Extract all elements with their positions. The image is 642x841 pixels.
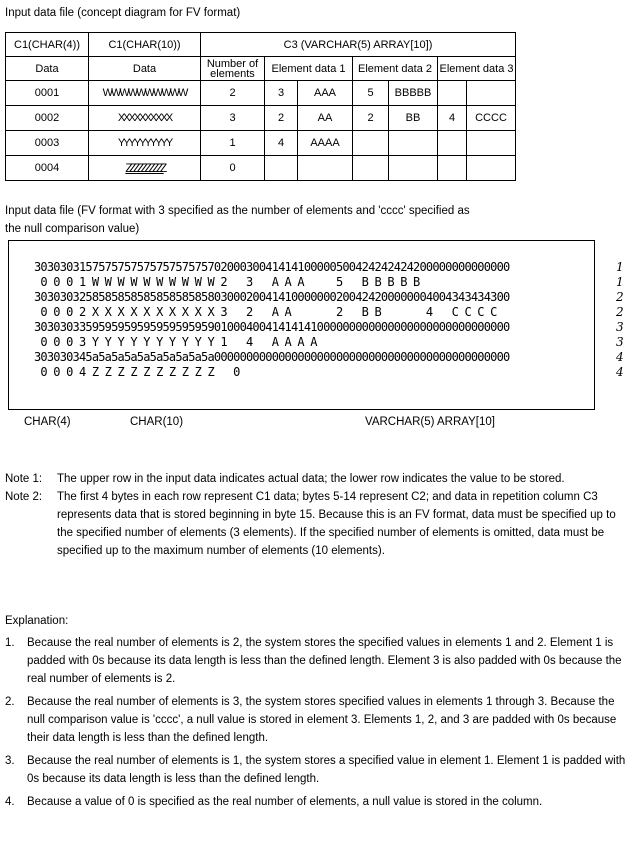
cell-c1: 0001: [6, 81, 89, 106]
cell-e1-length: [265, 156, 298, 181]
concept-table: [5, 32, 516, 181]
cell-num-elements: 0: [201, 156, 265, 181]
explanation-section: [5, 612, 637, 816]
cell-e3-length: [438, 156, 467, 181]
explanation-item: [5, 634, 637, 688]
explanation-item-number: 4.: [5, 796, 15, 808]
cell-e3-value: [467, 156, 516, 181]
note-2-text: The first 4 bytes in each row represent C1 data; bytes 5-14 represent C2; and data in repetition column C3 represents data that is stored beginning in byte 15. Because this is an FV format, data must be specified up to the specified number of elements (3 elements). If the specified number of elements is omitted, data must be specified up to the maximum number of elements (10 elements).: [57, 491, 616, 557]
cell-c2: ZZZZZZZZZZ: [125, 161, 164, 175]
dump-line-number: 3: [616, 335, 624, 349]
dump-line-hex: 30303032585858585858585858580300020041410000000200424200000004004343434300: [34, 290, 510, 304]
cell-e2-value: BB: [389, 106, 438, 131]
label-char10: CHAR(10): [130, 416, 184, 428]
subheader-element-data-2: Element data 2: [353, 57, 438, 81]
table-header-row-2: [6, 57, 516, 81]
explanation-item: [5, 752, 637, 788]
table-row: [6, 131, 516, 156]
col-header-c3: C3 (VARCHAR(5) ARRAY[10]): [201, 33, 516, 57]
cell-e3-length: 4: [438, 106, 467, 131]
col-header-c1: C1(CHAR(4)): [6, 33, 89, 57]
explanation-item-text: Because the real number of elements is 1, the system stores a specified value in element 1. Element 1 is padded with 0s because its data length is less than the defined length.: [27, 755, 626, 785]
cell-e1-value: AAAA: [298, 131, 353, 156]
subheader-number-line2: elements: [210, 67, 255, 80]
explanation-item-number: 3.: [5, 755, 15, 767]
dump-line-number: 1: [616, 260, 624, 274]
table-header-row-1: [6, 33, 516, 57]
cell-c1: 0003: [6, 131, 89, 156]
dump-caption: [5, 202, 637, 238]
dump-line-number: 2: [616, 305, 624, 319]
cell-e2-length: 5: [353, 81, 389, 106]
subheader-data-1: Data: [6, 57, 89, 81]
note-1: [5, 470, 637, 488]
note-2: [5, 488, 637, 560]
label-varchar-array: VARCHAR(5) ARRAY[10]: [365, 416, 495, 428]
dump-line-number: 4: [616, 350, 624, 364]
cell-e3-value: [467, 131, 516, 156]
dump-line-hex: 30303033595959595959595959590100040041414141000000000000000000000000000000: [34, 320, 510, 334]
col-header-c2: C1(CHAR(10)): [89, 33, 201, 57]
cell-e1-length: 2: [265, 106, 298, 131]
cell-c2: WWWWWWWWWW: [102, 87, 187, 99]
cell-e2-length: [353, 131, 389, 156]
table-row: [6, 81, 516, 106]
explanation-item-number: 1.: [5, 637, 15, 649]
notes-section: [5, 470, 637, 560]
explanation-title: Explanation:: [5, 615, 69, 627]
cell-num-elements: 2: [201, 81, 265, 106]
dump-line-number: 2: [616, 290, 624, 304]
explanation-item-text: Because the real number of elements is 3, the system stores specified values in elements 1 through 3. Because the null comparison value is 'cccc', a null value is stored in element 3. Elements 1, 2, and 3 are padded with 0s because their data length is less than the defined length.: [27, 696, 617, 744]
note-2-label: Note 2:: [5, 491, 43, 503]
cell-e2-value: BBBBB: [389, 81, 438, 106]
explanation-item: [5, 793, 637, 811]
cell-e3-value: CCCC: [467, 106, 516, 131]
cell-e3-length: [438, 131, 467, 156]
subheader-number-line1: Number of: [206, 57, 259, 70]
note-1-label: Note 1:: [5, 473, 43, 485]
dump-line-chars: 0 0 0 4 Z Z Z Z Z Z Z Z Z Z 0: [34, 365, 240, 379]
dump-line-number: 4: [616, 365, 624, 379]
note-1-text: The upper row in the input data indicates actual data; the lower row indicates the value to be stored.: [57, 473, 565, 485]
dump-column-labels: [0, 416, 642, 432]
cell-num-elements: 1: [201, 131, 265, 156]
dump-line-number: 3: [616, 320, 624, 334]
table-row: [6, 156, 516, 181]
cell-e1-length: 4: [265, 131, 298, 156]
cell-e3-value: [467, 81, 516, 106]
cell-e3-length: [438, 81, 467, 106]
subheader-element-data-1: Element data 1: [265, 57, 353, 81]
label-char4: CHAR(4): [24, 416, 71, 428]
cell-e2-value: [389, 131, 438, 156]
cell-e2-value: [389, 156, 438, 181]
cell-e1-length: 3: [265, 81, 298, 106]
subheader-number-of-elements: [201, 57, 265, 81]
hex-dump-lines: [34, 260, 509, 380]
page-title: Input data file (concept diagram for FV format): [5, 7, 241, 19]
cell-num-elements: 3: [201, 106, 265, 131]
dump-line-chars: 0 0 0 3 Y Y Y Y Y Y Y Y Y Y 1 4 A A A A: [34, 335, 317, 349]
dump-line-numbers: [616, 260, 624, 380]
dump-line-hex: 30303031575757575757575757570200030041414100000500424242424200000000000000: [34, 260, 510, 274]
cell-e1-value: AA: [298, 106, 353, 131]
dump-line-chars: 0 0 0 1 W W W W W W W W W W 2 3 A A A 5 B B B B B: [34, 275, 420, 289]
explanation-item-text: Because a value of 0 is specified as the real number of elements, a null value is stored in the column.: [27, 796, 543, 808]
cell-c2: XXXXXXXXXX: [117, 112, 172, 124]
dump-line-hex: 303030345a5a5a5a5a5a5a5a5a5a0000000000000000000000000000000000000000000000: [34, 350, 510, 364]
cell-e1-value: [298, 156, 353, 181]
explanation-item-number: 2.: [5, 696, 15, 708]
dump-caption-line1: Input data file (FV format with 3 specified as the number of elements and 'cccc' specified as: [5, 205, 470, 217]
dump-line-number: 1: [616, 275, 624, 289]
cell-e2-length: [353, 156, 389, 181]
subheader-element-data-3: Element data 3: [438, 57, 516, 81]
explanation-item: [5, 693, 637, 747]
cell-c1: 0002: [6, 106, 89, 131]
dump-line-chars: 0 0 0 2 X X X X X X X X X X 3 2 A A 2 B B 4 C C C C: [34, 305, 497, 319]
cell-c1: 0004: [6, 156, 89, 181]
cell-e1-value: AAA: [298, 81, 353, 106]
explanation-item-text: Because the real number of elements is 2, the system stores the specified values in elements 1 and 2. Element 1 is padded with 0s because its data length is less than the defined length. Element 3 is also padded with 0s because the real number of elements is 2.: [27, 637, 622, 685]
cell-e2-length: 2: [353, 106, 389, 131]
subheader-data-2: Data: [89, 57, 201, 81]
table-row: [6, 106, 516, 131]
cell-c2: YYYYYYYYYY: [117, 137, 172, 149]
dump-caption-line2: the null comparison value): [5, 223, 140, 235]
